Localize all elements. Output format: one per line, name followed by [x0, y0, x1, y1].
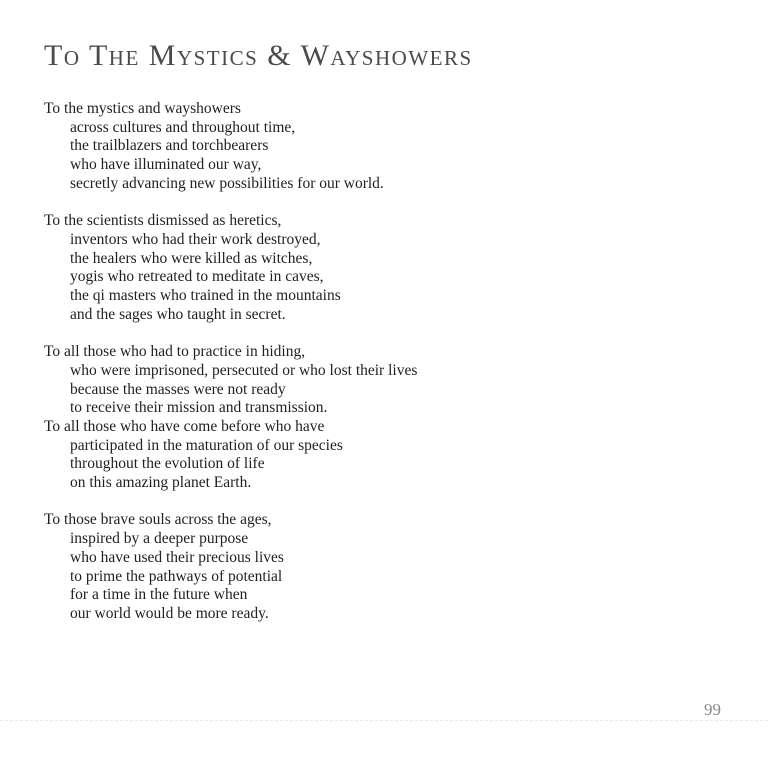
poem-line: the qi masters who trained in the mountains [70, 287, 341, 305]
poem-line: throughout the evolution of life [70, 455, 265, 473]
poem-line: across cultures and throughout time, [70, 118, 296, 136]
stanza-4 [44, 511, 417, 623]
poem-line: participated in the maturation of our species [70, 436, 343, 454]
poem-line: inspired by a deeper purpose [70, 530, 249, 548]
poem-line: for a time in the future when [70, 586, 248, 604]
poem-line: yogis who retreated to meditate in caves, [70, 268, 324, 286]
page-number: 99 [704, 700, 721, 719]
poem-line: our world would be more ready. [70, 604, 269, 622]
poem-line: the healers who were killed as witches, [70, 249, 313, 267]
poem-line: and the sages who taught in secret. [70, 305, 286, 323]
page-edge-line [0, 720, 768, 721]
stanza-3 [44, 343, 417, 493]
poem-line: secretly advancing new possibilities for our world. [70, 174, 384, 192]
poem-line: who have used their precious lives [70, 548, 284, 566]
poem-line: who have illuminated our way, [70, 156, 262, 174]
poem-line: To the mystics and wayshowers [44, 100, 241, 117]
poem-line: who were imprisoned, persecuted or who lost their lives [70, 361, 418, 379]
poem-line: To all those who had to practice in hiding, [44, 343, 306, 361]
stanza-2 [44, 212, 417, 324]
stanza-1 [44, 100, 417, 194]
poem-line: inventors who had their work destroyed, [70, 230, 321, 248]
poem-line: To the scientists dismissed as heretics, [44, 212, 282, 230]
poem-line: To those brave souls across the ages, [44, 511, 272, 529]
poem-line: on this amazing planet Earth. [70, 474, 252, 492]
poem [44, 100, 417, 624]
poem-line: To all those who have come before who have [44, 417, 325, 435]
poem-line: because the masses were not ready [70, 380, 286, 398]
poem-line: to prime the pathways of potential [70, 567, 283, 585]
poem-line: to receive their mission and transmission. [70, 399, 328, 417]
poem-line: the trailblazers and torchbearers [70, 137, 269, 155]
page-title: To The Mystics & Wayshowers [44, 39, 473, 72]
